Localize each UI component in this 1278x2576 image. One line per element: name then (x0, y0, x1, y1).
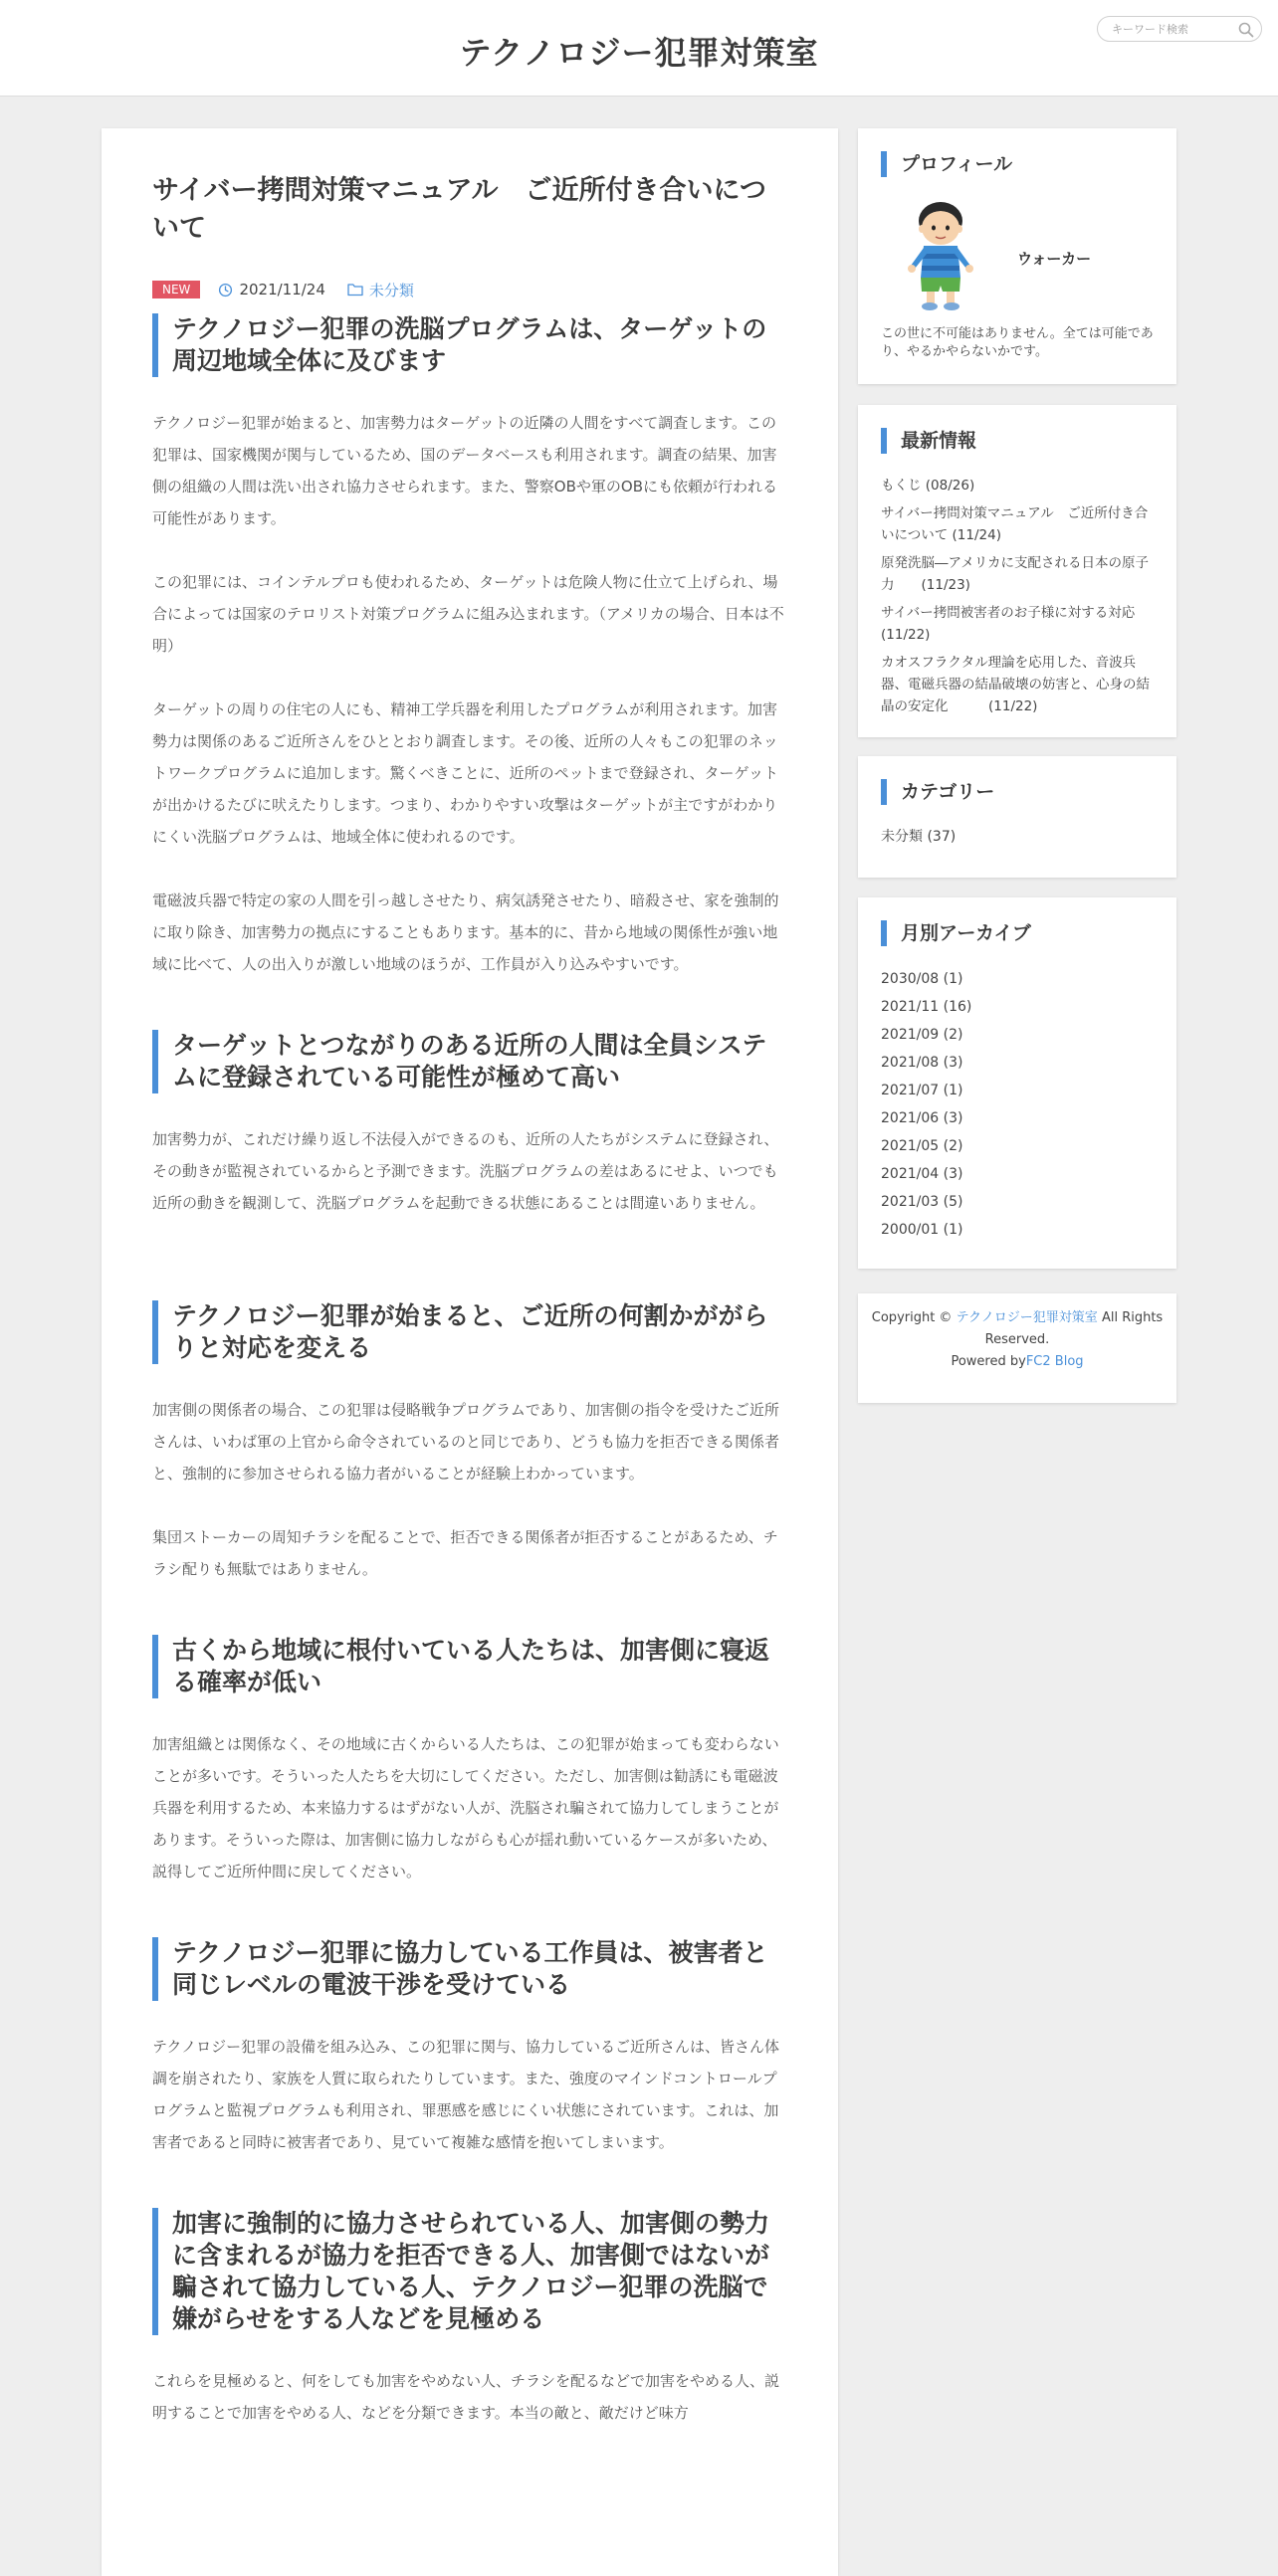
recent-posts-list (881, 475, 1160, 717)
archive-item[interactable]: 2021/07 (1) (881, 1083, 963, 1098)
widget-title: 最新情報 (881, 428, 976, 454)
recent-posts-widget (858, 405, 1176, 737)
copyright-box (858, 1293, 1176, 1403)
section-heading: テクノロジー犯罪の洗脳プログラムは、ターゲットの周辺地域全体に及びます (152, 313, 787, 377)
new-badge: NEW (152, 281, 200, 298)
paragraph: この犯罪には、コインテルプロも使われるため、ターゲットは危険人物に仕立て上げられ、場合によっては国家のテロリスト対策プログラムに組み込まれます。（アメリカの場合、日本は不明） (152, 573, 784, 655)
paragraph: 加害勢力が、これだけ繰り返し不法侵入ができるのも、近所の人たちがシステムに登録され、その動きが監視されているからと予測できます。洗脳プログラムの差はあるにせよ、いつでも近所の動きを観測して、洗脳プログラムを起動できる状態にあることは間違いありません。 (152, 1130, 779, 1212)
avatar (891, 196, 990, 315)
site-header (0, 0, 1278, 97)
profile-bio: この世に不可能はありません。全ては可能であり、やるかやらないかです。 (881, 326, 1154, 359)
folder-icon (347, 283, 363, 297)
category-link[interactable]: 未分類 (368, 281, 414, 299)
paragraph: 加害側の関係者の場合、この犯罪は侵略戦争プログラムであり、加害側の指令を受けたご近所さんは、いわば軍の上官から命令されているのと同じであり、どうも協力を拒否できる関係者と、強制的に参加させられる協力者がいることが経験上わかっています。 (152, 1401, 780, 1483)
section-heading: テクノロジー犯罪に協力している工作員は、被害者と同じレベルの電波干渉を受けている (152, 1937, 787, 2001)
widget-title: プロフィール (881, 151, 1012, 177)
paragraph: 電磁波兵器で特定の家の人間を引っ越しさせたり、病気誘発させたり、暗殺させ、家を強制的に取り除き、加害勢力の拠点にすることもあります。基本的に、昔から地域の関係性が強い地域に比べて、人の出入りが激しい地域のほうが、工作員が入り込みやすいです。 (152, 892, 779, 973)
categories-widget (858, 756, 1176, 878)
widget-title: カテゴリー (881, 779, 994, 805)
category-list (881, 826, 1160, 848)
site-home-link[interactable]: テクノロジー犯罪対策室 (956, 1310, 1098, 1325)
archive-item[interactable]: 2000/01 (1) (881, 1222, 963, 1238)
archive-item[interactable]: 2021/06 (3) (881, 1110, 963, 1126)
archive-item[interactable]: 2030/08 (1) (881, 971, 963, 987)
search-icon[interactable] (1237, 21, 1255, 39)
powered-line (858, 1351, 1176, 1373)
clock-icon (218, 283, 233, 297)
paragraph: これらを見極めると、何をしても加害をやめない人、チラシを配るなどで加害をやめる人、説明することで加害をやめる人、などを分類できます。本当の敵と、敵だけど味方 (152, 2372, 780, 2422)
site-title[interactable]: テクノロジー犯罪対策室 (459, 34, 819, 72)
search-box[interactable] (1097, 16, 1262, 42)
archive-widget (858, 897, 1176, 1269)
recent-post-link[interactable]: サイバー拷問被害者のお子様に対する対応 (11/22) (881, 605, 1136, 643)
profile-widget (858, 128, 1176, 384)
recent-post-link[interactable]: サイバー拷問対策マニュアル ご近所付き合いについて (11/24) (881, 505, 1149, 543)
copyright-prefix: Copyright © (871, 1310, 953, 1325)
archive-item[interactable]: 2021/05 (2) (881, 1138, 963, 1154)
section-heading: ターゲットとつながりのある近所の人間は全員システムに登録されている可能性が極めて高い (152, 1030, 787, 1093)
recent-post-link[interactable]: カオスフラクタル理論を応用した、音波兵器、電磁兵器の結晶破壊の妨害と、心身の結晶の安定化 (11/22) (881, 655, 1150, 714)
category-item[interactable]: 未分類 (37) (881, 829, 957, 845)
profile-name: ウォーカー (1017, 250, 1092, 268)
paragraph: 加害組織とは関係なく、その地域に古くからいる人たちは、この犯罪が始まっても変わらないことが多いです。そういった人たちを大切にしてください。ただし、加害側は勧誘にも電磁波兵器を利用するため、本来協力するはずがない人が、洗脳され騙されて協力してしまうことがあります。そういった際は、加害側に協力しながらも心が揺れ動いているケースが多いため、説得してご近所仲間に戻してください。 (152, 1735, 779, 1881)
recent-post-link[interactable]: 原発洗脳―アメリカに支配される日本の原子力 (11/23) (881, 555, 1150, 593)
archive-item[interactable]: 2021/04 (3) (881, 1166, 963, 1182)
powered-prefix: Powered by (951, 1354, 1026, 1369)
archive-item[interactable]: 2021/09 (2) (881, 1027, 963, 1043)
article-meta (152, 280, 787, 299)
fc2-blog-link[interactable]: FC2 Blog (1025, 1354, 1084, 1369)
article (152, 172, 787, 2429)
paragraph: テクノロジー犯罪が始まると、加害勢力はターゲットの近隣の人間をすべて調査します。この犯罪は、国家機関が関与しているため、国のデータベースも利用されます。調査の結果、加害側の組織の人間は洗い出され協力させられます。また、警察OBや軍のOBにも依頼が行われる可能性があります。 (152, 414, 777, 527)
widget-title: 月別アーカイブ (881, 920, 1031, 946)
archive-item[interactable]: 2021/08 (3) (881, 1055, 963, 1071)
paragraph: テクノロジー犯罪の設備を組み込み、この犯罪に関与、協力しているご近所さんは、皆さん体調を崩されたり、家族を人質に取られたりしています。また、強度のマインドコントロールプログラムと監視プログラムも利用され、罪悪感を感じにくい状態にされています。これは、加害者であると同時に被害者であり、見ていて複雑な感情を抱いてしまいます。 (152, 2038, 780, 2151)
copyright-rights: All Rights Reserved. (984, 1310, 1164, 1347)
copyright-line (858, 1307, 1176, 1351)
article-title: サイバー拷問対策マニュアル ご近所付き合いについて (152, 175, 766, 244)
section-heading: 古くから地域に根付いている人たちは、加害側に寝返る確率が低い (152, 1635, 787, 1698)
post-date: 2021/11/24 (239, 281, 325, 298)
article-card (102, 128, 838, 2576)
paragraph: ターゲットの周りの住宅の人にも、精神工学兵器を利用したプログラムが利用されます。加害勢力は関係のあるご近所さんをひととおり調査します。その後、近所の人々もこの犯罪のネットワークプログラムに追加します。驚くべきことに、近所のペットまで登録され、ターゲットが出かけるたびに吠えたりします。つまり、わかりやすい攻撃はターゲットが主ですがわかりにくい洗脳プログラムは、地域全体に使われるのです。 (152, 700, 778, 846)
search-input[interactable] (1112, 19, 1231, 39)
archive-item[interactable]: 2021/03 (5) (881, 1194, 963, 1210)
archive-list (881, 965, 1160, 1244)
recent-post-link[interactable]: もくじ (08/26) (881, 478, 975, 494)
archive-item[interactable]: 2021/11 (16) (881, 999, 972, 1015)
paragraph: 集団ストーカーの周知チラシを配ることで、拒否できる関係者が拒否することがあるため、チラシ配りも無駄ではありません。 (152, 1528, 778, 1578)
section-heading: 加害に強制的に協力させられている人、加害側の勢力に含まれるが協力を拒否できる人、加害側ではないが騙されて協力している人、テクノロジー犯罪の洗脳で嫌がらせをする人などを見極める (152, 2208, 787, 2335)
section-heading: テクノロジー犯罪が始まると、ご近所の何割かががらりと対応を変える (152, 1300, 787, 1364)
